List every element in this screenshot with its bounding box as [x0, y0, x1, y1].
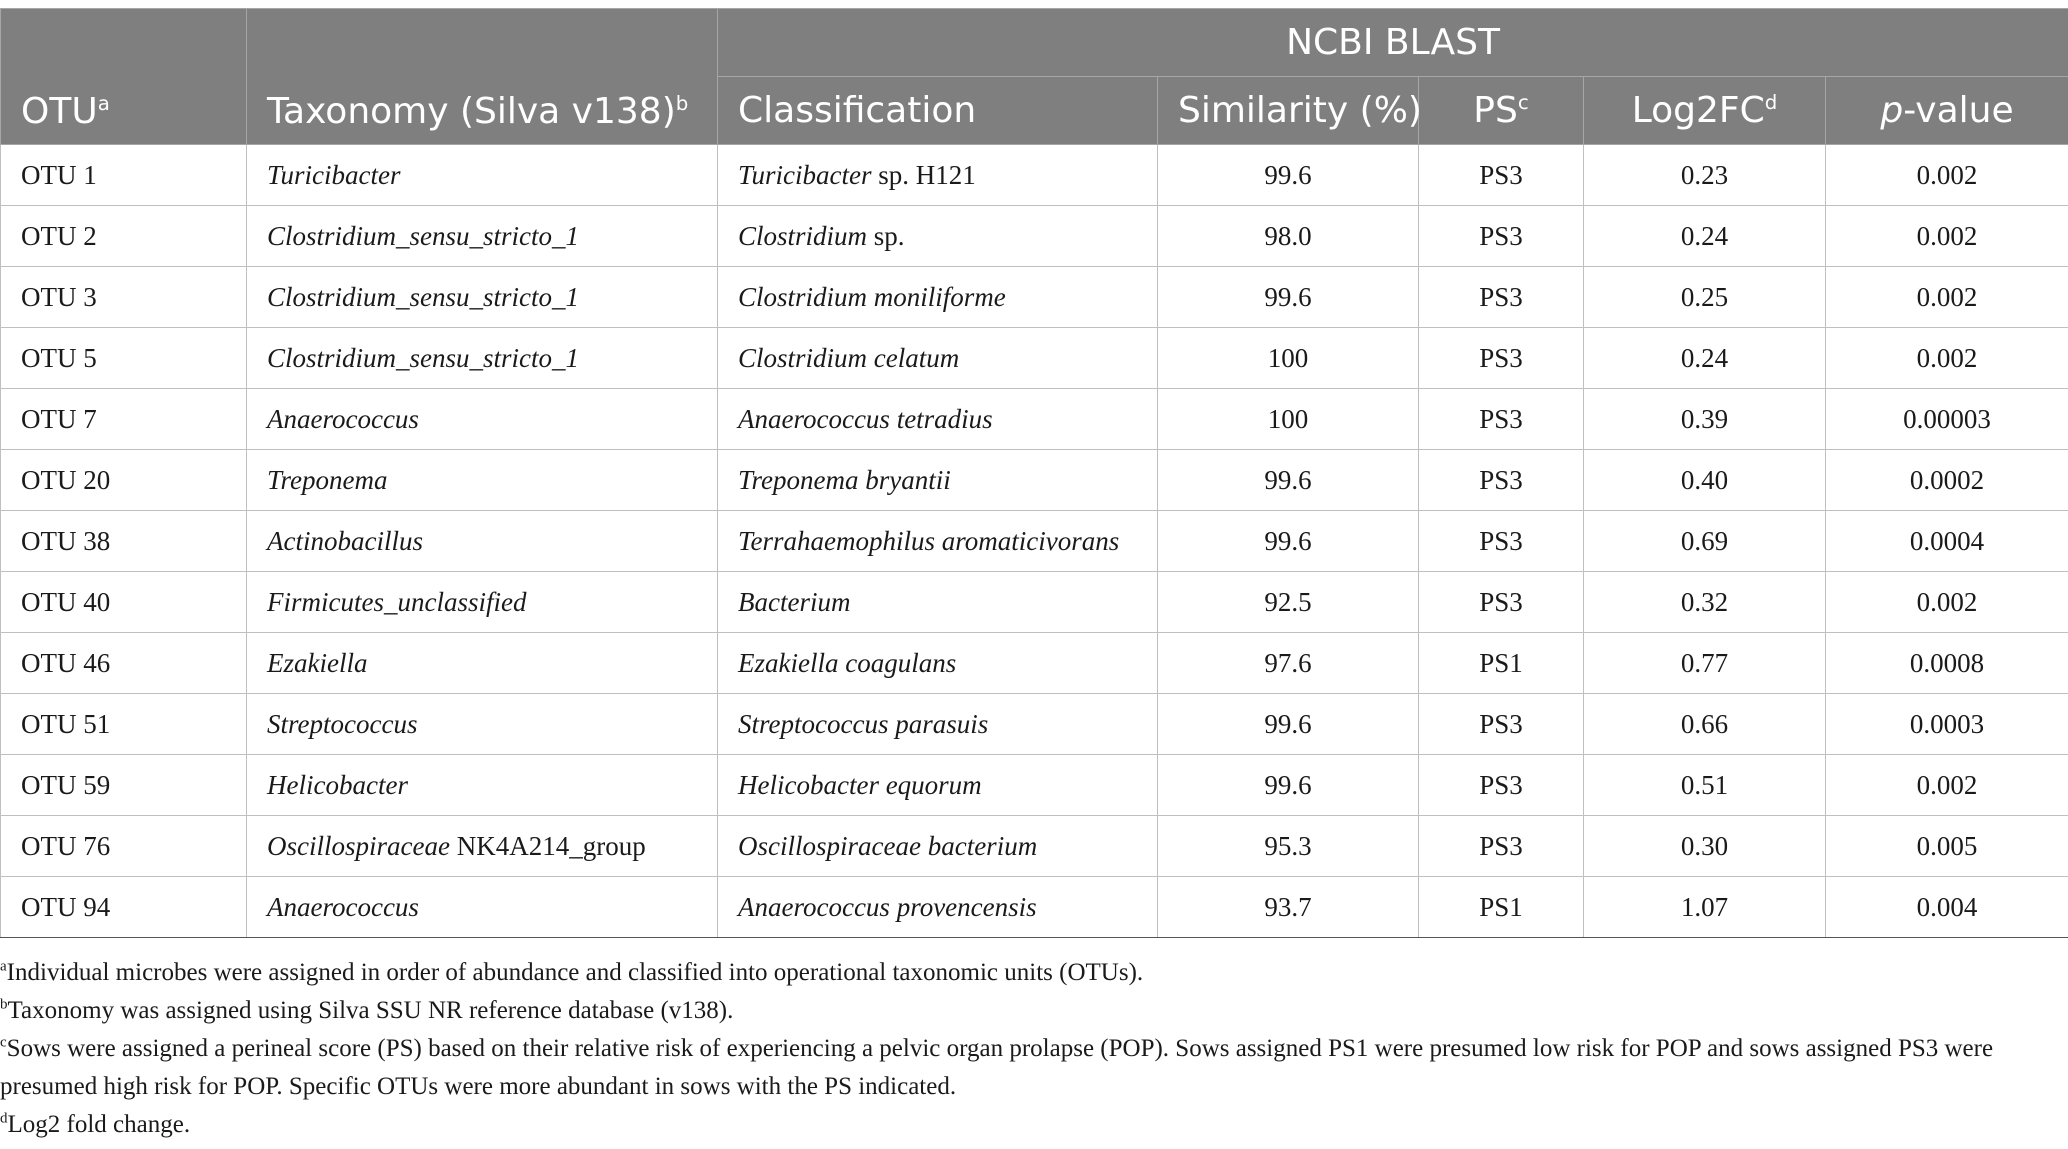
table-row	[1, 572, 2068, 633]
cell-ps: PS3	[1419, 450, 1584, 511]
cell-similarity: 98.0	[1158, 206, 1419, 267]
cell-similarity: 99.6	[1158, 267, 1419, 328]
column-header-classification: Classification	[718, 77, 1158, 145]
cell-similarity: 99.6	[1158, 145, 1419, 206]
cell-classification: Oscillospiraceae bacterium	[718, 816, 1158, 877]
footnote: $^c$Sows were assigned a perineal score (PS) based on their relative risk of experiencing a pelvic organ prolapse (POP). Sows assigned PS1 were presumed low risk for POP and sows assigned PS3 were presumed high risk for POP. Specific OTUs were more abundant in sows with the PS indicated.	[0, 1034, 1994, 1100]
cell-similarity: 97.6	[1158, 633, 1419, 694]
column-header-log2fc: $Log2FC^d$	[1584, 77, 1826, 145]
cell-classification: Clostridium moniliforme	[718, 267, 1158, 328]
cell-classification: Ezakiella coagulans	[718, 633, 1158, 694]
table-row	[1, 511, 2068, 572]
table-row	[1, 328, 2068, 389]
cell-similarity: 100	[1158, 328, 1419, 389]
cell-otu: OTU 40	[1, 572, 247, 633]
cell-p-value: 0.002	[1826, 572, 2068, 633]
cell-ps: PS3	[1419, 267, 1584, 328]
cell-otu: OTU 59	[1, 755, 247, 816]
cell-similarity: 92.5	[1158, 572, 1419, 633]
cell-log2fc: 0.69	[1584, 511, 1826, 572]
cell-ps: PS3	[1419, 572, 1584, 633]
cell-taxonomy: Clostridium_sensu_stricto_1	[247, 206, 718, 267]
cell-similarity: 99.6	[1158, 755, 1419, 816]
cell-similarity: 99.6	[1158, 511, 1419, 572]
cell-taxonomy: Actinobacillus	[247, 511, 718, 572]
column-group-ncbi-blast: NCBI BLAST	[718, 9, 2068, 77]
cell-similarity: 99.6	[1158, 694, 1419, 755]
cell-log2fc: 0.23	[1584, 145, 1826, 206]
cell-p-value: 0.0003	[1826, 694, 2068, 755]
results-table	[0, 8, 2068, 938]
cell-taxonomy: Clostridium_sensu_stricto_1	[247, 267, 718, 328]
cell-classification: Bacterium	[718, 572, 1158, 633]
cell-otu: OTU 76	[1, 816, 247, 877]
cell-log2fc: 0.30	[1584, 816, 1826, 877]
cell-ps: PS3	[1419, 328, 1584, 389]
table-row	[1, 755, 2068, 816]
cell-taxonomy: Anaerococcus	[247, 877, 718, 938]
cell-ps: PS1	[1419, 877, 1584, 938]
cell-taxonomy: Anaerococcus	[247, 389, 718, 450]
cell-log2fc: 0.66	[1584, 694, 1826, 755]
cell-p-value: 0.0008	[1826, 633, 2068, 694]
cell-similarity: 100	[1158, 389, 1419, 450]
cell-classification: Clostridium sp.	[718, 206, 1158, 267]
cell-ps: PS3	[1419, 694, 1584, 755]
cell-ps: PS3	[1419, 816, 1584, 877]
cell-classification: Anaerococcus tetradius	[718, 389, 1158, 450]
table-row	[1, 694, 2068, 755]
table-row	[1, 389, 2068, 450]
footnote: $^d$Log2 fold change.	[0, 1110, 191, 1138]
cell-p-value: 0.002	[1826, 328, 2068, 389]
cell-classification: Anaerococcus provencensis	[718, 877, 1158, 938]
cell-taxonomy: Turicibacter	[247, 145, 718, 206]
cell-log2fc: 0.77	[1584, 633, 1826, 694]
cell-p-value: 0.0004	[1826, 511, 2068, 572]
cell-otu: OTU 51	[1, 694, 247, 755]
column-header-p-value: p-value	[1826, 77, 2068, 145]
cell-log2fc: 0.51	[1584, 755, 1826, 816]
cell-classification: Turicibacter sp. H121	[718, 145, 1158, 206]
cell-taxonomy: Oscillospiraceae NK4A214_group	[247, 816, 718, 877]
cell-classification: Streptococcus parasuis	[718, 694, 1158, 755]
cell-otu: OTU 3	[1, 267, 247, 328]
cell-otu: OTU 20	[1, 450, 247, 511]
cell-otu: OTU 5	[1, 328, 247, 389]
table-body	[1, 145, 2068, 938]
cell-log2fc: 0.39	[1584, 389, 1826, 450]
cell-ps: PS3	[1419, 206, 1584, 267]
table-row	[1, 877, 2068, 938]
table-row	[1, 450, 2068, 511]
column-header-otu: OTU$^a$	[1, 9, 247, 145]
cell-p-value: 0.002	[1826, 267, 2068, 328]
cell-taxonomy: Ezakiella	[247, 633, 718, 694]
table-row	[1, 633, 2068, 694]
cell-otu: OTU 2	[1, 206, 247, 267]
cell-p-value: 0.002	[1826, 755, 2068, 816]
table-row	[1, 816, 2068, 877]
column-header-taxonomy: Taxonomy (Silva v138)$^b$	[247, 9, 718, 145]
cell-taxonomy: Treponema	[247, 450, 718, 511]
cell-ps: PS3	[1419, 755, 1584, 816]
cell-log2fc: 0.24	[1584, 206, 1826, 267]
cell-log2fc: 0.40	[1584, 450, 1826, 511]
footnotes	[0, 954, 2068, 1144]
cell-p-value: 0.004	[1826, 877, 2068, 938]
cell-log2fc: 0.25	[1584, 267, 1826, 328]
cell-otu: OTU 46	[1, 633, 247, 694]
cell-classification: Treponema bryantii	[718, 450, 1158, 511]
cell-ps: PS3	[1419, 145, 1584, 206]
cell-ps: PS3	[1419, 511, 1584, 572]
cell-taxonomy: Helicobacter	[247, 755, 718, 816]
cell-similarity: 93.7	[1158, 877, 1419, 938]
cell-similarity: 95.3	[1158, 816, 1419, 877]
cell-log2fc: 1.07	[1584, 877, 1826, 938]
cell-log2fc: 0.32	[1584, 572, 1826, 633]
cell-ps: PS3	[1419, 389, 1584, 450]
footnote: $^b$Taxonomy was assigned using Silva SSU NR reference database (v138).	[0, 996, 734, 1024]
footnote: $^a$Individual microbes were assigned in order of abundance and classified into operational taxonomic units (OTUs).	[0, 958, 1144, 986]
cell-p-value: 0.005	[1826, 816, 2068, 877]
cell-taxonomy: Streptococcus	[247, 694, 718, 755]
header-row-group	[1, 9, 2068, 77]
cell-log2fc: 0.24	[1584, 328, 1826, 389]
cell-classification: Helicobacter equorum	[718, 755, 1158, 816]
cell-otu: OTU 1	[1, 145, 247, 206]
cell-classification: Clostridium celatum	[718, 328, 1158, 389]
column-header-similarity: Similarity (%)	[1158, 77, 1419, 145]
table-row	[1, 145, 2068, 206]
cell-ps: PS1	[1419, 633, 1584, 694]
column-header-ps: $PS^c$	[1419, 77, 1584, 145]
cell-otu: OTU 7	[1, 389, 247, 450]
cell-classification: Terrahaemophilus aromaticivorans	[718, 511, 1158, 572]
table-row	[1, 206, 2068, 267]
cell-taxonomy: Clostridium_sensu_stricto_1	[247, 328, 718, 389]
cell-otu: OTU 38	[1, 511, 247, 572]
cell-similarity: 99.6	[1158, 450, 1419, 511]
cell-p-value: 0.0002	[1826, 450, 2068, 511]
cell-otu: OTU 94	[1, 877, 247, 938]
cell-p-value: 0.00003	[1826, 389, 2068, 450]
table-row	[1, 267, 2068, 328]
cell-p-value: 0.002	[1826, 206, 2068, 267]
cell-taxonomy: Firmicutes_unclassified	[247, 572, 718, 633]
cell-p-value: 0.002	[1826, 145, 2068, 206]
